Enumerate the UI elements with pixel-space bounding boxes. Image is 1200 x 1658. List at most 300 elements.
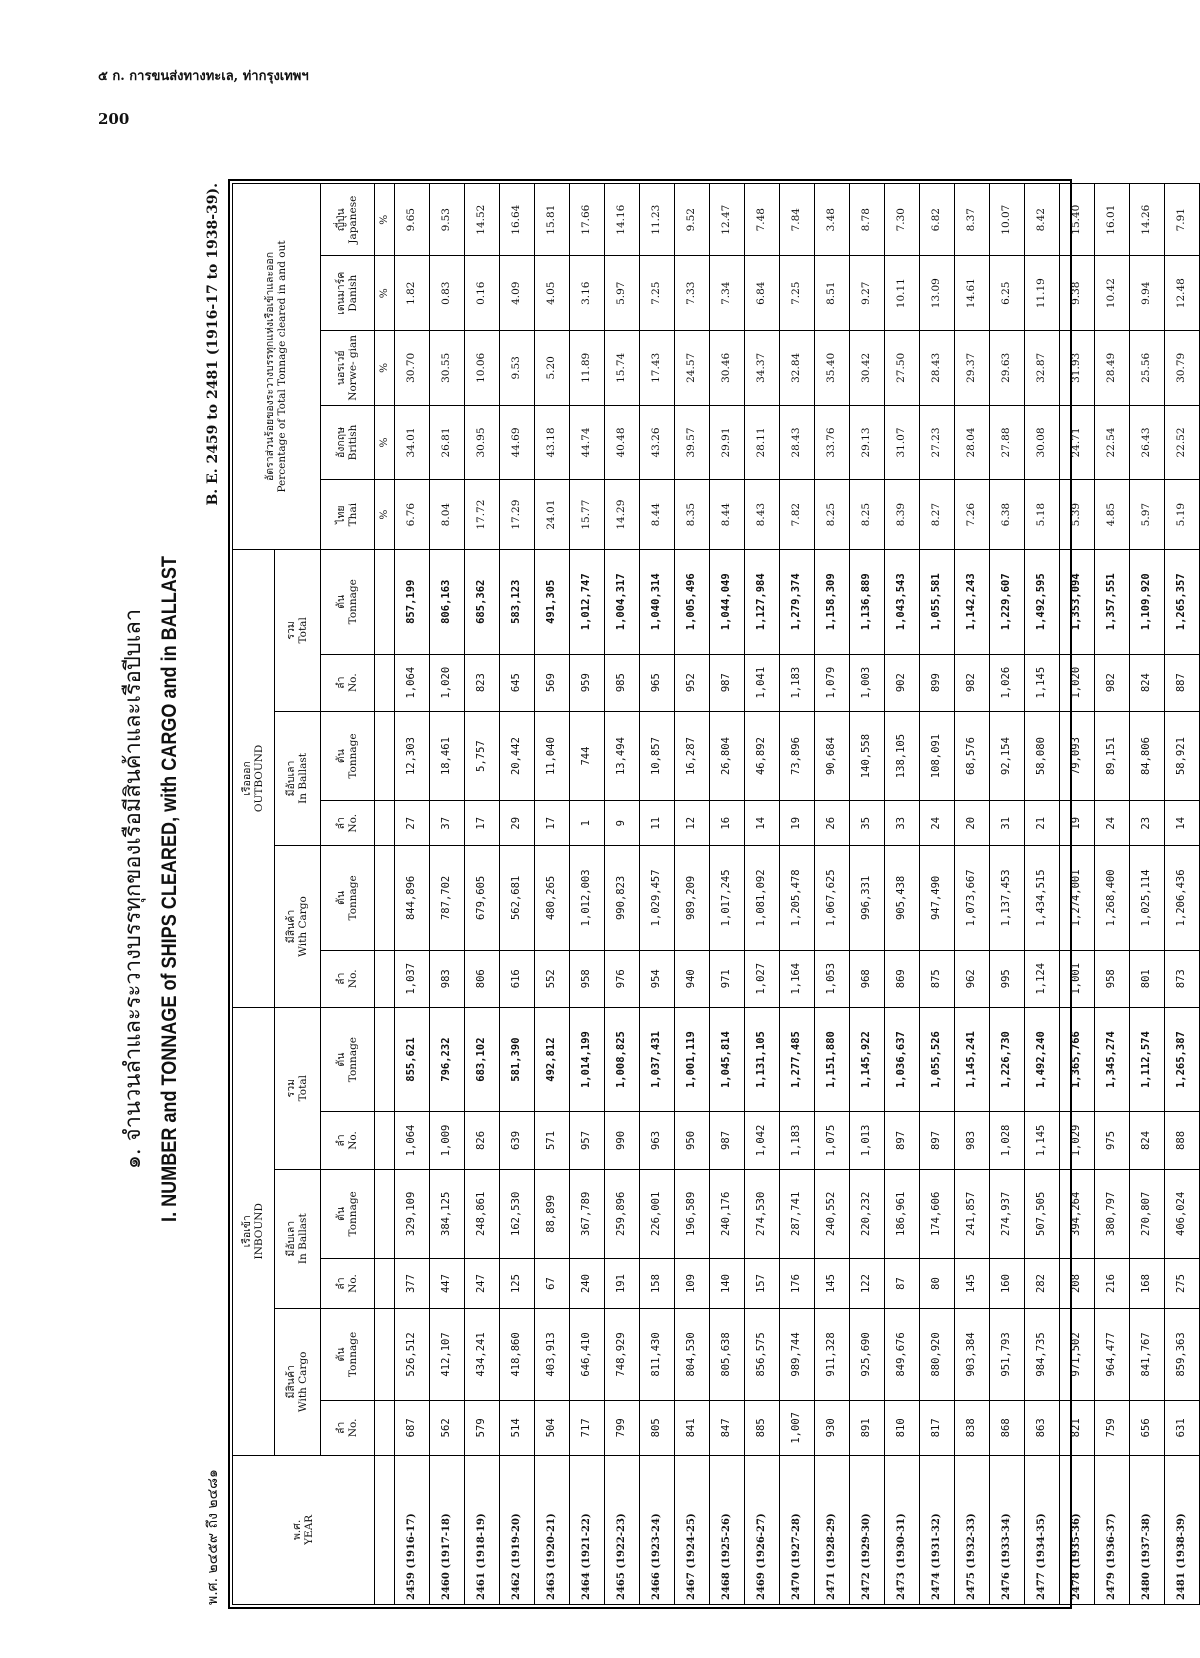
- percent-sign: %: [375, 331, 395, 406]
- inbound-ballast-tonnage-cell: 196,589: [675, 1169, 710, 1259]
- inbound-cargo-tonnage-cell: 403,913: [535, 1308, 570, 1400]
- outbound-cargo-no-cell: 1,124: [1025, 950, 1060, 1007]
- tonnage-header-thai: ตัน: [335, 890, 348, 905]
- inbound-cargo-tonnage-cell: 849,676: [885, 1308, 920, 1400]
- danish-pct-cell: 1.82: [395, 256, 430, 331]
- danish-pct-cell: 11.19: [1025, 256, 1060, 331]
- danish-pct-cell: 9.27: [850, 256, 885, 331]
- british-pct-cell: 44.74: [570, 405, 605, 480]
- tonnage-header: [321, 1308, 375, 1400]
- table-row: [815, 184, 850, 1605]
- danish-pct-cell: 5.97: [605, 256, 640, 331]
- inbound-cargo-no-cell: 841: [675, 1400, 710, 1455]
- inbound-total-no-cell: 1,029: [1060, 1112, 1095, 1169]
- norwegian-pct-cell: 34.37: [745, 331, 780, 406]
- outbound-cargo-no-cell: 552: [535, 950, 570, 1007]
- outbound-cargo-tonnage-cell: 1,081,092: [745, 846, 780, 951]
- outbound-ballast-no-cell: 24: [1095, 801, 1130, 846]
- inbound-ballast-no-cell: 168: [1130, 1259, 1165, 1309]
- table-row: [430, 184, 465, 1605]
- thai-pct-cell: 5.18: [1025, 480, 1060, 550]
- inbound-total-tonnage-cell: 1,036,637: [885, 1007, 920, 1112]
- japanese-pct-cell: 15.40: [1060, 184, 1095, 256]
- outbound-cargo-no-cell: 958: [570, 950, 605, 1007]
- outbound-ballast-tonnage-cell: 13,494: [605, 711, 640, 801]
- year-cell: 2479 (1936-37): [1095, 1455, 1130, 1604]
- unit-spacer-cell: [375, 1400, 395, 1455]
- inbound-cargo-no-cell: 504: [535, 1400, 570, 1455]
- inbound-ballast-no-cell: 87: [885, 1259, 920, 1309]
- outbound-total-no-cell: 899: [920, 654, 955, 711]
- inbound-ballast-tonnage-cell: 174,606: [920, 1169, 955, 1259]
- inbound-cargo-tonnage-cell: 841,767: [1130, 1308, 1165, 1400]
- year-cell: 2472 (1929-30): [850, 1455, 885, 1604]
- outbound-cargo-no-cell: 940: [675, 950, 710, 1007]
- outbound-ballast-tonnage-cell: 92,154: [990, 711, 1025, 801]
- thai-pct-cell: 7.26: [955, 480, 990, 550]
- thai-pct-cell: 17.72: [465, 480, 500, 550]
- danish-pct-cell: 10.11: [885, 256, 920, 331]
- inbound-total-tonnage-cell: 492,812: [535, 1007, 570, 1112]
- outbound-ballast-no-cell: 1: [570, 801, 605, 846]
- british-pct-cell: 26.81: [430, 405, 465, 480]
- inbound-total-tonnage-cell: 1,365,766: [1060, 1007, 1095, 1112]
- table-title-english: I. NUMBER and TONNAGE of SHIPS CLEARED, with CARGO and in BALLAST: [158, 556, 181, 1222]
- percentage-header-english: Percentage of Total Tonnage cleared in and out: [275, 240, 288, 493]
- inbound-ballast-no-cell: 240: [570, 1259, 605, 1309]
- inbound-total-no-cell: 1,145: [1025, 1112, 1060, 1169]
- no-header-thai: ลำ: [335, 1277, 348, 1290]
- outbound-ballast-no-cell: 21: [1025, 801, 1060, 846]
- inbound-ballast-no-cell: 67: [535, 1259, 570, 1309]
- year-cell: 2460 (1917-18): [430, 1455, 465, 1604]
- british-pct-cell: 33.76: [815, 405, 850, 480]
- outbound-total-no-cell: 1,183: [780, 654, 815, 711]
- inbound-ballast-tonnage-cell: 240,552: [815, 1169, 850, 1259]
- inbound-cargo-tonnage-cell: 804,530: [675, 1308, 710, 1400]
- inbound-ballast-no-cell: 140: [710, 1259, 745, 1309]
- period-english: B. E. 2459 to 2481 (1916-17 to 1938-39).: [205, 183, 221, 506]
- inbound-cargo-header: [275, 1308, 321, 1455]
- thai-pct-cell: 8.25: [850, 480, 885, 550]
- japanese-pct-cell: 8.37: [955, 184, 990, 256]
- outbound-total-no-cell: 645: [500, 654, 535, 711]
- year-cell: 2474 (1931-32): [920, 1455, 955, 1604]
- table-row: [1060, 184, 1095, 1605]
- outbound-ballast-no-cell: 37: [430, 801, 465, 846]
- danish-pct-cell: 8.51: [815, 256, 850, 331]
- japanese-pct-cell: 14.26: [1130, 184, 1165, 256]
- outbound-ballast-no-cell: 14: [1165, 801, 1200, 846]
- norwegian-pct-cell: 24.57: [675, 331, 710, 406]
- outbound-ballast-no-cell: 14: [745, 801, 780, 846]
- no-header-english: No.: [346, 1274, 359, 1293]
- outbound-ballast-tonnage-cell: 58,921: [1165, 711, 1200, 801]
- danish-pct-cell: 13.09: [920, 256, 955, 331]
- danish-pct-cell: 7.25: [640, 256, 675, 331]
- outbound-ballast-tonnage-cell: 89,151: [1095, 711, 1130, 801]
- table-row: [1165, 184, 1200, 1605]
- outbound-ballast-tonnage-cell: 26,804: [710, 711, 745, 801]
- japanese-pct-cell: 12.47: [710, 184, 745, 256]
- no-header-english: No.: [346, 1418, 359, 1438]
- unit-spacer-cell: [375, 1259, 395, 1309]
- outbound-ballast-no-cell: 23: [1130, 801, 1165, 846]
- japanese-pct-cell: 14.52: [465, 184, 500, 256]
- ships-cleared-table: [232, 183, 1200, 1605]
- outbound-cargo-header: [275, 846, 321, 1008]
- inbound-total-tonnage-cell: 1,037,431: [640, 1007, 675, 1112]
- tonnage-header-thai: ตัน: [335, 1052, 348, 1067]
- inbound-total-no-cell: 983: [955, 1112, 990, 1169]
- british-pct-cell: 28.43: [780, 405, 815, 480]
- outbound-cargo-tonnage-cell: 1,017,245: [710, 846, 745, 951]
- inbound-cargo-no-cell: 717: [570, 1400, 605, 1455]
- outbound-header: [233, 549, 275, 1007]
- inbound-cargo-tonnage-cell: 856,575: [745, 1308, 780, 1400]
- outbound-cargo-no-cell: 1,053: [815, 950, 850, 1007]
- table-row: [640, 184, 675, 1605]
- no-header: [321, 1112, 375, 1169]
- inbound-ballast-thai: มีอับเลา: [285, 1220, 298, 1257]
- inbound-total-tonnage-cell: 1,001,119: [675, 1007, 710, 1112]
- outbound-total-english: Total: [296, 617, 309, 644]
- unit-spacer-cell: [375, 549, 395, 654]
- inbound-total-no-cell: 1,064: [395, 1112, 430, 1169]
- year-cell: 2469 (1926-27): [745, 1455, 780, 1604]
- british-pct-cell: 26.43: [1130, 405, 1165, 480]
- outbound-total-tonnage-cell: 583,123: [500, 549, 535, 654]
- outbound-cargo-no-cell: 869: [885, 950, 920, 1007]
- outbound-total-tonnage-cell: 1,357,551: [1095, 549, 1130, 654]
- inbound-total-no-cell: 987: [710, 1112, 745, 1169]
- outbound-total-tonnage-cell: 1,142,243: [955, 549, 990, 654]
- outbound-ballast-tonnage-cell: 5,757: [465, 711, 500, 801]
- outbound-total-tonnage-cell: 1,127,984: [745, 549, 780, 654]
- outbound-ballast-tonnage-cell: 90,684: [815, 711, 850, 801]
- table-row: [395, 184, 430, 1605]
- outbound-total-tonnage-cell: 1,229,607: [990, 549, 1025, 654]
- inbound-ballast-tonnage-cell: 248,861: [465, 1169, 500, 1259]
- outbound-ballast-header: [275, 711, 321, 845]
- inbound-total-no-cell: 950: [675, 1112, 710, 1169]
- inbound-ballast-tonnage-cell: 329,109: [395, 1169, 430, 1259]
- japanese-pct-cell: 11.23: [640, 184, 675, 256]
- outbound-cargo-tonnage-cell: 989,209: [675, 846, 710, 951]
- inbound-cargo-no-cell: 799: [605, 1400, 640, 1455]
- japanese-pct-cell: 7.84: [780, 184, 815, 256]
- inbound-ballast-no-cell: 247: [465, 1259, 500, 1309]
- thai-pct-english: Thai: [346, 502, 359, 527]
- inbound-total-tonnage-cell: 1,492,240: [1025, 1007, 1060, 1112]
- percent-sign: %: [375, 405, 395, 480]
- inbound-cargo-no-cell: 817: [920, 1400, 955, 1455]
- inbound-cargo-tonnage-cell: 971,502: [1060, 1308, 1095, 1400]
- japanese-pct-cell: 6.82: [920, 184, 955, 256]
- outbound-total-no-cell: 823: [465, 654, 500, 711]
- inbound-total-tonnage-cell: 1,014,199: [570, 1007, 605, 1112]
- inbound-total-no-cell: 639: [500, 1112, 535, 1169]
- japanese-pct-english: Japanese: [346, 195, 359, 244]
- british-pct-cell: 30.95: [465, 405, 500, 480]
- outbound-cargo-tonnage-cell: 679,605: [465, 846, 500, 951]
- japanese-pct-cell: 3.48: [815, 184, 850, 256]
- outbound-cargo-no-cell: 995: [990, 950, 1025, 1007]
- inbound-ballast-no-cell: 377: [395, 1259, 430, 1309]
- outbound-total-tonnage-cell: 1,265,357: [1165, 549, 1200, 654]
- year-header-english: YEAR: [302, 1514, 315, 1545]
- inbound-ballast-no-cell: 216: [1095, 1259, 1130, 1309]
- inbound-header-thai: เรือเข้า: [241, 1215, 254, 1248]
- inbound-cargo-tonnage-cell: 859,363: [1165, 1308, 1200, 1400]
- inbound-total-no-cell: 826: [465, 1112, 500, 1169]
- table-row: [1095, 184, 1130, 1605]
- outbound-cargo-no-cell: 1,001: [1060, 950, 1095, 1007]
- unit-spacer-cell: [375, 711, 395, 801]
- outbound-ballast-tonnage-cell: 58,080: [1025, 711, 1060, 801]
- norwegian-pct-cell: 31.93: [1060, 331, 1095, 406]
- outbound-total-tonnage-cell: 1,044,049: [710, 549, 745, 654]
- inbound-ballast-no-cell: 125: [500, 1259, 535, 1309]
- no-header-english: No.: [346, 969, 359, 989]
- inbound-header-english: INBOUND: [252, 1203, 265, 1260]
- no-header-english: No.: [346, 813, 359, 833]
- inbound-total-tonnage-cell: 1,145,241: [955, 1007, 990, 1112]
- outbound-cargo-no-cell: 806: [465, 950, 500, 1007]
- outbound-ballast-no-cell: 20: [955, 801, 990, 846]
- outbound-ballast-tonnage-cell: 79,093: [1060, 711, 1095, 801]
- inbound-cargo-tonnage-cell: 984,735: [1025, 1308, 1060, 1400]
- inbound-cargo-no-cell: 868: [990, 1400, 1025, 1455]
- inbound-total-no-cell: 963: [640, 1112, 675, 1169]
- percentage-header-thai: อัตราส่วนร้อยของระวางบรรทุกแห่งเรือเข้าและออก: [264, 251, 277, 482]
- outbound-cargo-no-cell: 954: [640, 950, 675, 1007]
- japanese-pct-cell: 7.48: [745, 184, 780, 256]
- outbound-total-tonnage-cell: 685,362: [465, 549, 500, 654]
- norwegian-pct-cell: 29.63: [990, 331, 1025, 406]
- outbound-cargo-thai: มีสินค้า: [285, 909, 298, 944]
- inbound-cargo-tonnage-cell: 911,328: [815, 1308, 850, 1400]
- inbound-cargo-no-cell: 805: [640, 1400, 675, 1455]
- outbound-total-no-cell: 1,041: [745, 654, 780, 711]
- outbound-total-no-cell: 1,020: [430, 654, 465, 711]
- table-frame: [228, 179, 1188, 1609]
- outbound-ballast-tonnage-cell: 18,461: [430, 711, 465, 801]
- outbound-ballast-thai: มีอับเลา: [285, 760, 298, 797]
- inbound-total-no-cell: 824: [1130, 1112, 1165, 1169]
- inbound-ballast-tonnage-cell: 88,899: [535, 1169, 570, 1259]
- inbound-cargo-tonnage-cell: 805,638: [710, 1308, 745, 1400]
- outbound-total-no-cell: 982: [1095, 654, 1130, 711]
- tonnage-header: [321, 846, 375, 951]
- outbound-cargo-tonnage-cell: 1,029,457: [640, 846, 675, 951]
- inbound-ballast-tonnage-cell: 384,125: [430, 1169, 465, 1259]
- percent-sign: %: [375, 256, 395, 331]
- no-header-thai: ลำ: [335, 1134, 348, 1147]
- british-pct-cell: 22.52: [1165, 405, 1200, 480]
- japanese-pct-cell: 9.65: [395, 184, 430, 256]
- table-row: [535, 184, 570, 1605]
- outbound-header-english: OUTBOUND: [252, 744, 265, 813]
- inbound-ballast-tonnage-cell: 186,961: [885, 1169, 920, 1259]
- danish-pct-cell: 0.83: [430, 256, 465, 331]
- outbound-cargo-no-cell: 962: [955, 950, 990, 1007]
- inbound-cargo-no-cell: 687: [395, 1400, 430, 1455]
- unit-spacer-cell: [375, 1308, 395, 1400]
- outbound-cargo-no-cell: 958: [1095, 950, 1130, 1007]
- danish-pct-cell: 4.09: [500, 256, 535, 331]
- table-row: [570, 184, 605, 1605]
- year-cell: 2473 (1930-31): [885, 1455, 920, 1604]
- year-cell: 2461 (1918-19): [465, 1455, 500, 1604]
- outbound-ballast-tonnage-cell: 744: [570, 711, 605, 801]
- inbound-ballast-tonnage-cell: 507,505: [1025, 1169, 1060, 1259]
- outbound-total-tonnage-cell: 857,199: [395, 549, 430, 654]
- outbound-ballast-no-cell: 12: [675, 801, 710, 846]
- outbound-cargo-no-cell: 971: [710, 950, 745, 1007]
- year-cell: 2464 (1921-22): [570, 1455, 605, 1604]
- danish-pct-english: Danish: [346, 274, 359, 312]
- no-header: [321, 654, 375, 711]
- outbound-ballast-tonnage-cell: 16,287: [675, 711, 710, 801]
- outbound-ballast-no-cell: 24: [920, 801, 955, 846]
- outbound-total-tonnage-cell: 1,353,094: [1060, 549, 1095, 654]
- inbound-total-tonnage-cell: 1,151,880: [815, 1007, 850, 1112]
- table-row: [780, 184, 815, 1605]
- norwegian-pct-cell: 5.20: [535, 331, 570, 406]
- japanese-pct-cell: 16.64: [500, 184, 535, 256]
- outbound-total-tonnage-cell: 1,109,920: [1130, 549, 1165, 654]
- table-row: [955, 184, 990, 1605]
- year-cell: 2468 (1925-26): [710, 1455, 745, 1604]
- outbound-total-no-cell: 959: [570, 654, 605, 711]
- inbound-ballast-no-cell: 160: [990, 1259, 1025, 1309]
- outbound-cargo-tonnage-cell: 480,265: [535, 846, 570, 951]
- inbound-total-no-cell: 1,042: [745, 1112, 780, 1169]
- outbound-cargo-no-cell: 968: [850, 950, 885, 1007]
- danish-pct-thai: เดนมาร์ค: [335, 271, 348, 315]
- inbound-ballast-no-cell: 275: [1165, 1259, 1200, 1309]
- inbound-total-tonnage-cell: 1,345,274: [1095, 1007, 1130, 1112]
- inbound-ballast-no-cell: 157: [745, 1259, 780, 1309]
- inbound-ballast-no-cell: 80: [920, 1259, 955, 1309]
- no-header: [321, 801, 375, 846]
- no-header: [321, 950, 375, 1007]
- japanese-pct-cell: 10.07: [990, 184, 1025, 256]
- inbound-total-tonnage-cell: 581,390: [500, 1007, 535, 1112]
- inbound-cargo-no-cell: 885: [745, 1400, 780, 1455]
- norwegian-pct-cell: 30.70: [395, 331, 430, 406]
- inbound-ballast-english: In Ballast: [296, 1213, 309, 1265]
- outbound-ballast-no-cell: 9: [605, 801, 640, 846]
- inbound-cargo-tonnage-cell: 964,477: [1095, 1308, 1130, 1400]
- tonnage-header: [321, 1007, 375, 1112]
- inbound-cargo-thai: มีสินค้า: [285, 1365, 298, 1399]
- outbound-total-tonnage-cell: 1,004,317: [605, 549, 640, 654]
- outbound-cargo-no-cell: 1,164: [780, 950, 815, 1007]
- year-cell: 2475 (1932-33): [955, 1455, 990, 1604]
- outbound-ballast-no-cell: 19: [780, 801, 815, 846]
- table-row: [990, 184, 1025, 1605]
- danish-pct-cell: 0.16: [465, 256, 500, 331]
- outbound-ballast-tonnage-cell: 108,091: [920, 711, 955, 801]
- year-cell: 2467 (1924-25): [675, 1455, 710, 1604]
- british-pct-cell: 28.04: [955, 405, 990, 480]
- japanese-pct-cell: 9.52: [675, 184, 710, 256]
- norwegian-pct-cell: 25.56: [1130, 331, 1165, 406]
- table-row: [675, 184, 710, 1605]
- no-header-thai: ลำ: [335, 817, 348, 830]
- danish-pct-cell: 12.48: [1165, 256, 1200, 331]
- unit-spacer-cell: [375, 846, 395, 951]
- outbound-cargo-tonnage-cell: 844,896: [395, 846, 430, 951]
- inbound-ballast-no-cell: 122: [850, 1259, 885, 1309]
- outbound-ballast-no-cell: 17: [535, 801, 570, 846]
- thai-pct-cell: 6.38: [990, 480, 1025, 550]
- japanese-pct-cell: 8.78: [850, 184, 885, 256]
- inbound-cargo-tonnage-cell: 418,860: [500, 1308, 535, 1400]
- outbound-cargo-tonnage-cell: 1,137,453: [990, 846, 1025, 951]
- inbound-total-no-cell: 1,075: [815, 1112, 850, 1169]
- outbound-cargo-tonnage-cell: 1,205,478: [780, 846, 815, 951]
- no-header-thai: ลำ: [335, 972, 348, 985]
- inbound-total-tonnage-cell: 1,045,814: [710, 1007, 745, 1112]
- tonnage-header-english: Tonnage: [346, 1331, 359, 1378]
- table-row: [605, 184, 640, 1605]
- outbound-total-no-cell: 902: [885, 654, 920, 711]
- outbound-total-tonnage-cell: 1,492,595: [1025, 549, 1060, 654]
- danish-pct-cell: 9.38: [1060, 256, 1095, 331]
- inbound-cargo-no-cell: 810: [885, 1400, 920, 1455]
- outbound-total-tonnage-cell: 491,305: [535, 549, 570, 654]
- inbound-ballast-header: [275, 1169, 321, 1308]
- british-pct-cell: 29.91: [710, 405, 745, 480]
- inbound-cargo-tonnage-cell: 811,430: [640, 1308, 675, 1400]
- japanese-pct-cell: 14.16: [605, 184, 640, 256]
- outbound-ballast-no-cell: 31: [990, 801, 1025, 846]
- outbound-ballast-tonnage-cell: 140,558: [850, 711, 885, 801]
- outbound-ballast-english: In Ballast: [296, 753, 309, 804]
- unit-spacer-cell: [375, 801, 395, 846]
- inbound-total-no-cell: 1,013: [850, 1112, 885, 1169]
- inbound-total-no-cell: 897: [920, 1112, 955, 1169]
- thai-pct-cell: 7.82: [780, 480, 815, 550]
- thai-pct-cell: 4.85: [1095, 480, 1130, 550]
- norwegian-pct-cell: 32.84: [780, 331, 815, 406]
- inbound-total-no-cell: 1,183: [780, 1112, 815, 1169]
- tonnage-header: [321, 1169, 375, 1259]
- year-cell: 2481 (1938-39): [1165, 1455, 1200, 1604]
- norwegian-pct-cell: 17.43: [640, 331, 675, 406]
- inbound-total-no-cell: 897: [885, 1112, 920, 1169]
- inbound-cargo-no-cell: 514: [500, 1400, 535, 1455]
- inbound-ballast-no-cell: 191: [605, 1259, 640, 1309]
- danish-pct-header: [321, 256, 375, 331]
- inbound-cargo-tonnage-cell: 903,384: [955, 1308, 990, 1400]
- inbound-total-tonnage-cell: 796,232: [430, 1007, 465, 1112]
- outbound-cargo-no-cell: 801: [1130, 950, 1165, 1007]
- norwegian-pct-cell: 30.55: [430, 331, 465, 406]
- inbound-cargo-no-cell: 656: [1130, 1400, 1165, 1455]
- inbound-cargo-tonnage-cell: 412,107: [430, 1308, 465, 1400]
- japanese-pct-cell: 7.30: [885, 184, 920, 256]
- outbound-cargo-no-cell: 1,037: [395, 950, 430, 1007]
- outbound-ballast-tonnage-cell: 68,576: [955, 711, 990, 801]
- no-header-english: No.: [346, 673, 359, 692]
- outbound-total-thai: รวม: [285, 621, 298, 640]
- table-row: [745, 184, 780, 1605]
- british-pct-cell: 43.26: [640, 405, 675, 480]
